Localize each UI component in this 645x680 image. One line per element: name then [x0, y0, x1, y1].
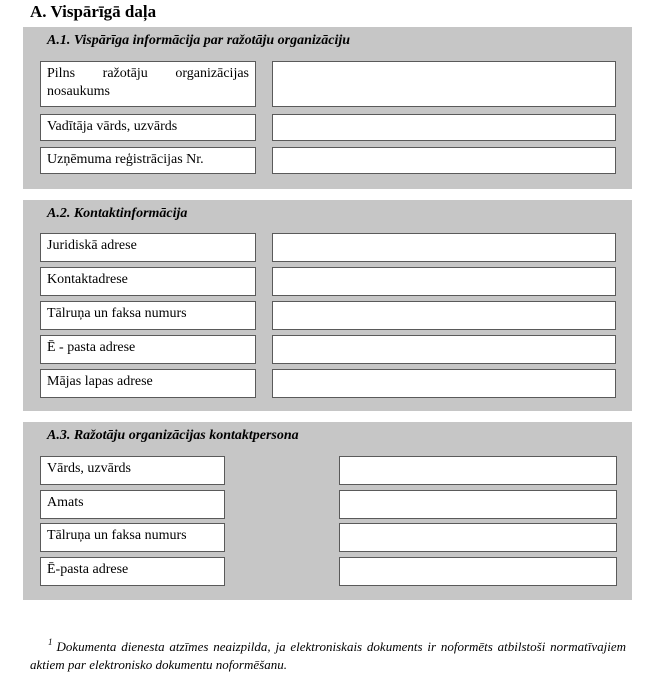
row-label-phone-fax: Tālruņa un faksa numurs: [40, 301, 256, 330]
row-label-person-name: Vārds, uzvārds: [40, 456, 225, 485]
row-label-email: Ē - pasta adrese: [40, 335, 256, 364]
section-contact-info: [23, 200, 632, 411]
row-label-full-name: [40, 61, 256, 107]
input-person-phone-fax[interactable]: [339, 523, 617, 552]
row-label-contact-address: Kontaktadrese: [40, 267, 256, 296]
input-full-name[interactable]: [272, 61, 616, 107]
section-title: A.1. Vispārīga informācija par ražotāju organizāciju: [47, 33, 351, 48]
row-label-website: Mājas lapas adrese: [40, 369, 256, 398]
row-label-person-phone-fax: Tālruņa un faksa numurs: [40, 523, 225, 552]
input-email[interactable]: [272, 335, 616, 364]
row-label-registration-number: Uzņēmuma reģistrācijas Nr.: [40, 147, 256, 174]
row-label-manager-name: Vadītāja vārds, uzvārds: [40, 114, 256, 141]
input-legal-address[interactable]: [272, 233, 616, 262]
row-label-person-email: Ē-pasta adrese: [40, 557, 225, 586]
input-person-name[interactable]: [339, 456, 617, 485]
section-general-info: [23, 27, 632, 189]
footnote-text: Dokumenta dienesta atzīmes neaizpilda, ja elektroniskais dokuments ir noformēts atbilstoši normatīvajiem aktiem par elektronisko dokumentu noformēšanu.: [30, 639, 626, 672]
page-title: A. Vispārīgā daļa: [30, 2, 157, 21]
row-label-position: Amats: [40, 490, 225, 519]
input-position[interactable]: [339, 490, 617, 519]
row-label-legal-address: Juridiskā adrese: [40, 233, 256, 262]
input-phone-fax[interactable]: [272, 301, 616, 330]
section-title: A.3. Ražotāju organizācijas kontaktpersona: [47, 428, 299, 443]
footnote-marker: 1: [48, 637, 53, 647]
input-manager-name[interactable]: [272, 114, 616, 141]
section-title: A.2. Kontaktinformācija: [47, 206, 188, 221]
section-contact-person: [23, 422, 632, 600]
input-website[interactable]: [272, 369, 616, 398]
input-registration-number[interactable]: [272, 147, 616, 174]
row-label-text: Pilns ražotāju organizācijas nosaukums: [47, 66, 249, 99]
input-person-email[interactable]: [339, 557, 617, 586]
footnote: [30, 633, 626, 674]
input-contact-address[interactable]: [272, 267, 616, 296]
